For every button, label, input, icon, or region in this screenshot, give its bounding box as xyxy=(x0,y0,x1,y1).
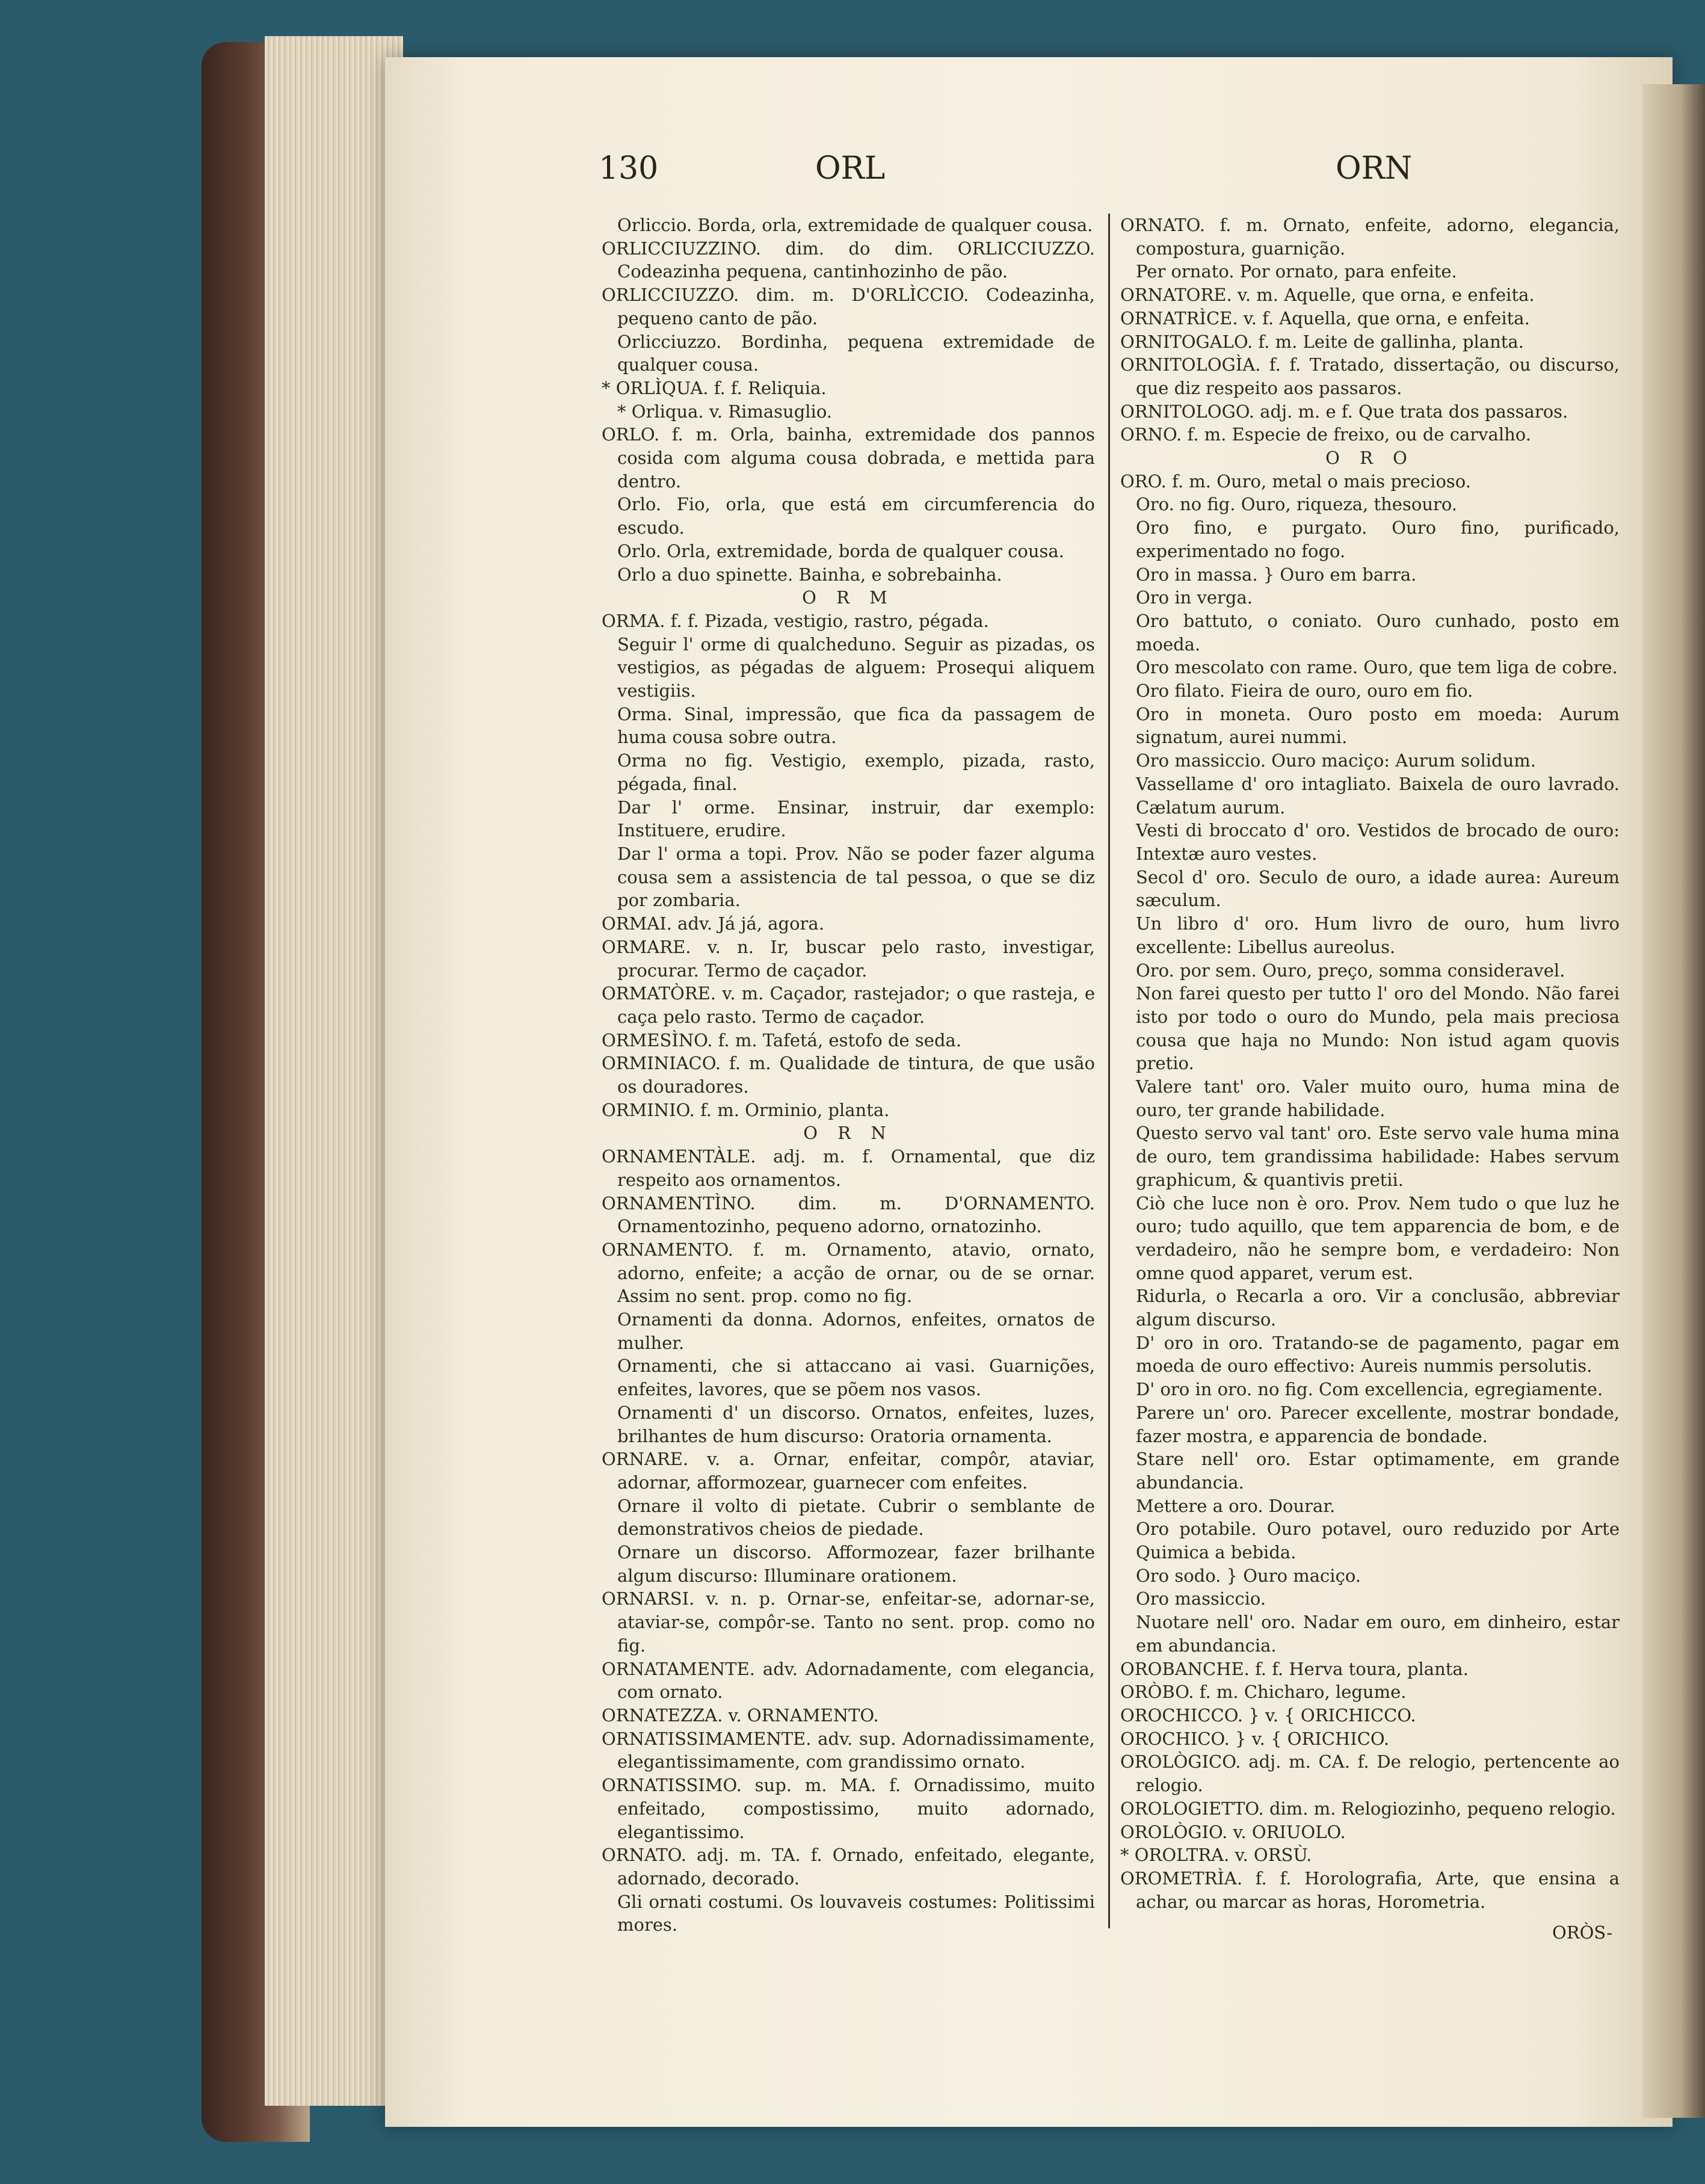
section-heading: O R N xyxy=(803,1123,893,1144)
dictionary-entry: Valere tant' oro. Valer muito ouro, huma mina de ouro, ter grande habilidade. xyxy=(1136,1076,1620,1120)
dictionary-entry: Ornamenti, che si attaccano ai vasi. Guarnições, enfeites, lavores, que se põem nos vasos. xyxy=(617,1356,1095,1400)
dictionary-entry: Oro in massa. } Ouro em barra. xyxy=(1136,564,1417,585)
dictionary-entry: OROLÒGICO. adj. m. CA. f. De relogio, pertencente ao relogio. xyxy=(1120,1751,1620,1796)
dictionary-entry: ORNATO. f. m. Ornato, enfeite, adorno, elegancia, compostura, guarnição. xyxy=(1120,215,1620,259)
dictionary-entry: ORMINIACO. f. m. Qualidade de tintura, de que usão os douradores. xyxy=(602,1053,1095,1097)
dictionary-entry: OROMETRÌA. f. f. Horolografia, Arte, que ensina a achar, ou marcar as horas, Horometria. xyxy=(1120,1868,1620,1912)
dictionary-entry: * Orliqua. v. Rimasuglio. xyxy=(617,401,832,422)
dictionary-entry: ORNATEZZA. v. ORNAMENTO. xyxy=(602,1705,879,1726)
dictionary-entry: Ciò che luce non è oro. Prov. Nem tudo o que luz he ouro; tudo aquillo, que tem apparencia de bom, e de verdadeiro, não he sempre bom, e verdadeiro: Non omne quod apparet, verum est. xyxy=(1136,1192,1620,1283)
dictionary-entry: ORNAMENTO. f. m. Ornamento, atavio, ornato, adorno, enfeite; a acção de ornar, ou de se ornar. Assim no sent. prop. como no fig. xyxy=(602,1239,1095,1307)
dictionary-entry: ORNITOGALO. f. m. Leite de gallinha, planta. xyxy=(1120,331,1524,352)
dictionary-entry: Orlo. Orla, extremidade, borda de qualquer cousa. xyxy=(617,540,1064,561)
dictionary-entry: Mettere a oro. Dourar. xyxy=(1136,1495,1336,1516)
running-head-right: ORN xyxy=(1336,150,1413,187)
dictionary-entry: ORMA. f. f. Pizada, vestigio, rastro, pégada. xyxy=(602,610,989,631)
dictionary-entry: Dar l' orma a topi. Prov. Não se poder fazer alguma cousa sem a assistencia de tal pessoa, o que se diz por zombaria. xyxy=(617,843,1095,911)
dictionary-entry: Oro. no fig. Ouro, riqueza, thesouro. xyxy=(1136,494,1458,515)
dictionary-entry: Ridurla, o Recarla a oro. Vir a conclusão, abbreviar algum discurso. xyxy=(1136,1286,1620,1330)
dictionary-entry: Oro filato. Fieira de ouro, ouro em fio. xyxy=(1136,680,1473,702)
dictionary-entry: OROLÒGIO. v. ORIUOLO. xyxy=(1120,1821,1346,1842)
dictionary-entry: D' oro in oro. Tratando-se de pagamento, pagar em moeda de ouro effectivo: Aureis nummis persolutis. xyxy=(1136,1332,1620,1377)
page-stack-edge xyxy=(265,36,403,2106)
dictionary-entry: ORNATISSIMO. sup. m. MA. f. Ornadissimo, muito enfeitado, compostissimo, muito adornado, elegantissimo. xyxy=(602,1775,1095,1842)
dictionary-entry: Oro. por sem. Ouro, preço, somma consideravel. xyxy=(1136,960,1565,981)
dictionary-entry: Nuotare nell' oro. Nadar em ouro, em dinheiro, estar em abundancia. xyxy=(1136,1612,1620,1656)
page-gutter xyxy=(1642,84,1705,2118)
page-number: 130 xyxy=(599,150,659,187)
dictionary-entry: Orlicciuzzo. Bordinha, pequena extremidade de qualquer cousa. xyxy=(617,331,1095,375)
dictionary-entry: Oro mescolato con rame. Ouro, que tem liga de cobre. xyxy=(1136,657,1618,678)
dictionary-entry: Secol d' oro. Seculo de ouro, a idade aurea: Aureum sæculum. xyxy=(1136,866,1620,911)
dictionary-entry: Ornare il volto di pietate. Cubrir o semblante de demonstrativos cheios de piedade. xyxy=(617,1495,1095,1540)
dictionary-entry: ORMATÒRE. v. m. Caçador, rastejador; o que rasteja, e caça pelo rasto. Termo de caçador. xyxy=(602,983,1095,1027)
dictionary-entry: OROBANCHE. f. f. Herva toura, planta. xyxy=(1120,1658,1469,1679)
dictionary-entry: Vassellame d' oro intagliato. Baixela de ouro lavrado. Cælatum aurum. xyxy=(1136,773,1620,818)
dictionary-entry: Per ornato. Por ornato, para enfeite. xyxy=(1136,261,1457,282)
dictionary-entry: ORNATRÌCE. v. f. Aquella, que orna, e enfeita. xyxy=(1120,307,1530,329)
dictionary-entry: Ornare un discorso. Afformozear, fazer brilhante algum discurso: Illuminare orationem. xyxy=(617,1542,1095,1586)
dictionary-entry: Oro massiccio. xyxy=(1136,1588,1266,1609)
dictionary-entry: ORMESÌNO. f. m. Tafetá, estofo de seda. xyxy=(602,1029,962,1050)
dictionary-entry: Vesti di broccato d' oro. Vestidos de brocado de ouro: Intextæ auro vestes. xyxy=(1136,820,1620,864)
dictionary-entry: OROCHICO. } v. { ORICHICO. xyxy=(1120,1728,1390,1749)
dictionary-entry: ORNAMENTÀLE. adj. m. f. Ornamental, que diz respeito aos ornamentos. xyxy=(602,1146,1095,1190)
dictionary-entry: * OROLTRA. v. ORSÙ. xyxy=(1120,1845,1312,1866)
dictionary-entry: Un libro d' oro. Hum livro de ouro, hum livro excellente: Libellus aureolus. xyxy=(1136,913,1620,957)
dictionary-entry: D' oro in oro. no fig. Com excellencia, egregiamente. xyxy=(1136,1379,1603,1400)
dictionary-entry: Oro in verga. xyxy=(1136,587,1253,608)
dictionary-entry: Stare nell' oro. Estar optimamente, em grande abundancia. xyxy=(1136,1449,1620,1493)
section-heading: O R O xyxy=(1325,448,1414,469)
dictionary-entry: Oro sodo. } Ouro maciço. xyxy=(1136,1565,1361,1586)
dictionary-entry: Dar l' orme. Ensinar, instruir, dar exemplo: Instituere, erudire. xyxy=(617,797,1095,841)
section-heading: O R M xyxy=(802,587,895,608)
dictionary-entry: Orliccio. Borda, orla, extremidade de qualquer cousa. xyxy=(617,215,1093,235)
dictionary-entry: ORNARE. v. a. Ornar, enfeitar, compôr, ataviar, adornar, afformozear, guarnecer com enfeites. xyxy=(602,1449,1095,1493)
column-rule xyxy=(1108,214,1110,1928)
dictionary-entry: ORNATORE. v. m. Aquelle, que orna, e enfeita. xyxy=(1120,285,1535,306)
dictionary-entry: Orma. Sinal, impressão, que fica da passagem de huma cousa sobre outra. xyxy=(617,703,1095,748)
dictionary-entry: ORMINIO. f. m. Orminio, planta. xyxy=(602,1099,890,1120)
dictionary-entry: ORNATISSIMAMENTE. adv. sup. Adornadissimamente, elegantissimamente, com grandissimo ornato. xyxy=(602,1728,1095,1772)
dictionary-entry: ORNATO. adj. m. TA. f. Ornado, enfeitado, elegante, adornado, decorado. xyxy=(602,1845,1095,1889)
dictionary-entry: Oro massiccio. Ouro maciço: Aurum solidum. xyxy=(1136,750,1537,771)
dictionary-entry: OROCHICCO. } v. { ORICHICCO. xyxy=(1120,1705,1416,1726)
dictionary-entry: ORLICCIUZZO. dim. m. D'ORLÌCCIO. Codeazinha, pequeno canto de pão. xyxy=(602,285,1095,329)
dictionary-entry: Oro fino, e purgato. Ouro fino, purificado, experimentado no fogo. xyxy=(1136,517,1620,561)
dictionary-entry: ORLICCIUZZINO. dim. do dim. ORLICCIUZZO. Codeazinha pequena, cantinhozinho de pão. xyxy=(602,238,1095,282)
dictionary-entry: ORMARE. v. n. Ir, buscar pelo rasto, investigar, procurar. Termo de caçador. xyxy=(602,936,1095,981)
dictionary-entry: ORNAMENTÌNO. dim. m. D'ORNAMENTO. Ornamentozinho, pequeno adorno, ornatozinho. xyxy=(602,1192,1095,1237)
dictionary-entry: Ornamenti da donna. Adornos, enfeites, ornatos de mulher. xyxy=(617,1309,1095,1353)
dictionary-entry: OROLOGIETTO. dim. m. Relogiozinho, pequeno relogio. xyxy=(1120,1798,1616,1819)
dictionary-entry: Oro in moneta. Ouro posto em moeda: Aurum signatum, aurei nummi. xyxy=(1136,703,1620,748)
dictionary-entry: Parere un' oro. Parecer excellente, mostrar bondade, fazer mostra, e apparencia de bondade. xyxy=(1136,1402,1620,1446)
dictionary-entry: Oro battuto, o coniato. Ouro cunhado, posto em moeda. xyxy=(1136,610,1620,655)
dictionary-entry: ORNITOLOGÌA. f. f. Tratado, dissertação, ou discurso, que diz respeito aos passaros. xyxy=(1120,354,1620,398)
right-column xyxy=(1120,214,1620,1913)
dictionary-entry: Questo servo val tant' oro. Este servo vale huma mina de ouro, tem grandissima habilidade: Habes servum graphicum, & quantivis pretii. xyxy=(1136,1123,1620,1190)
dictionary-entry: * ORLÌQUA. f. f. Reliquia. xyxy=(602,377,827,398)
dictionary-entry: Seguir l' orme di qualcheduno. Seguir as pizadas, os vestigios, as pégadas de alguem: Prosequi aliquem vestigiis. xyxy=(617,634,1095,702)
left-column xyxy=(602,214,1095,1937)
dictionary-entry: Gli ornati costumi. Os louvaveis costumes: Politissimi mores. xyxy=(617,1891,1095,1936)
dictionary-entry: ORNARSI. v. n. p. Ornar-se, enfeitar-se, adornar-se, ataviar-se, compôr-se. Tanto no sent. prop. como no fig. xyxy=(602,1588,1095,1656)
dictionary-entry: Orma no fig. Vestigio, exemplo, pizada, rasto, pégada, final. xyxy=(617,750,1095,794)
dictionary-entry: ORNO. f. m. Especie de freixo, ou de carvalho. xyxy=(1120,424,1531,445)
dictionary-entry: ORO. f. m. Ouro, metal o mais precioso. xyxy=(1120,470,1471,492)
running-head-left: ORL xyxy=(815,150,886,187)
dictionary-entry: Oro potabile. Ouro potavel, ouro reduzido por Arte Quimica a bebida. xyxy=(1136,1519,1620,1563)
dictionary-entry: ORNATAMENTE. adv. Adornadamente, com elegancia, com ornato. xyxy=(602,1658,1095,1703)
dictionary-entry: Orlo a duo spinette. Bainha, e sobrebainha. xyxy=(617,564,1002,585)
dictionary-entry: ORMAI. adv. Já já, agora. xyxy=(602,913,824,934)
dictionary-entry: Orlo. Fio, orla, que está em circumferencia do escudo. xyxy=(617,494,1095,538)
dictionary-entry: ORLO. f. m. Orla, bainha, extremidade dos pannos cosida com alguma cousa dobrada, e mettida para dentro. xyxy=(602,424,1095,492)
dictionary-entry: ORNITOLOGO. adj. m. e f. Que trata dos passaros. xyxy=(1120,401,1568,422)
dictionary-entry: Ornamenti d' un discorso. Ornatos, enfeites, luzes, brilhantes de hum discurso: Oratoria ornamenta. xyxy=(617,1402,1095,1446)
dictionary-entry: ORÒBO. f. m. Chicharo, legume. xyxy=(1120,1682,1407,1703)
catchword: ORÒS- xyxy=(1552,1922,1613,1943)
dictionary-entry: Non farei questo per tutto l' oro del Mondo. Não farei isto por todo o ouro do Mundo, pela mais preciosa cousa que haja no Mundo: Non istud agam quovis pretio. xyxy=(1136,983,1620,1074)
